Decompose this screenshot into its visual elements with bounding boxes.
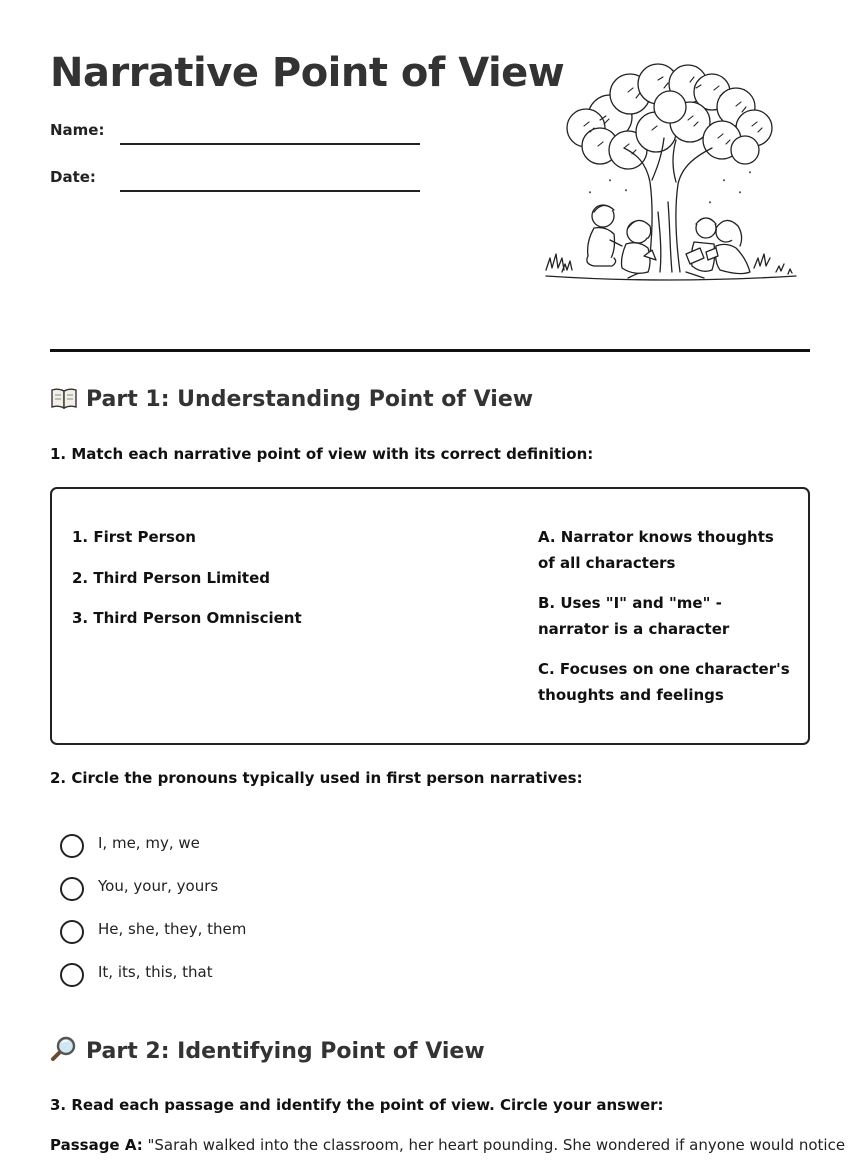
question-3-prompt: 3. Read each passage and identify the point of view. Circle your answer: bbox=[50, 1096, 664, 1114]
open-book-icon bbox=[50, 386, 80, 416]
radio-circle[interactable] bbox=[60, 920, 84, 944]
passage-a-text: "Sarah walked into the classroom, her heart pounding. She wondered if anyone would notice bbox=[147, 1136, 846, 1154]
match-definition-b: B. Uses "I" and "me" - narrator is a character bbox=[538, 594, 730, 638]
section-divider bbox=[50, 349, 810, 352]
radio-circle[interactable] bbox=[60, 834, 84, 858]
part2-heading bbox=[50, 1036, 485, 1068]
match-definition-c: C. Focuses on one character's thoughts and feelings bbox=[538, 660, 790, 704]
page-title: Narrative Point of View bbox=[50, 50, 565, 96]
matching-box bbox=[50, 487, 810, 745]
children-reading-under-tree-illustration bbox=[540, 62, 802, 284]
passage-a-label: Passage A: bbox=[50, 1136, 143, 1154]
date-label: Date: bbox=[50, 168, 96, 186]
match-term-3: 3. Third Person Omniscient bbox=[72, 609, 302, 627]
pronoun-option-label: You, your, yours bbox=[98, 877, 219, 895]
radio-circle[interactable] bbox=[60, 963, 84, 987]
name-field[interactable] bbox=[120, 143, 420, 145]
name-label: Name: bbox=[50, 121, 105, 139]
part1-heading bbox=[50, 386, 533, 416]
match-term-2: 2. Third Person Limited bbox=[72, 569, 271, 587]
question-2-prompt: 2. Circle the pronouns typically used in first person narratives: bbox=[50, 769, 583, 787]
passage-a bbox=[50, 1136, 846, 1154]
question-1-prompt: 1. Match each narrative point of view with its correct definition: bbox=[50, 445, 594, 463]
part1-heading-text: Part 1: Understanding Point of View bbox=[86, 387, 534, 412]
pronoun-option-label: I, me, my, we bbox=[98, 834, 200, 852]
radio-circle[interactable] bbox=[60, 877, 84, 901]
pronoun-option-label: He, she, they, them bbox=[98, 920, 247, 938]
match-term-1: 1. First Person bbox=[72, 528, 196, 546]
date-field[interactable] bbox=[120, 190, 420, 192]
pronoun-option-label: It, its, this, that bbox=[98, 963, 213, 981]
match-definition-a: A. Narrator knows thoughts of all characters bbox=[538, 528, 774, 572]
part2-heading-text: Part 2: Identifying Point of View bbox=[86, 1039, 485, 1064]
magnifying-glass-icon bbox=[50, 1036, 80, 1068]
